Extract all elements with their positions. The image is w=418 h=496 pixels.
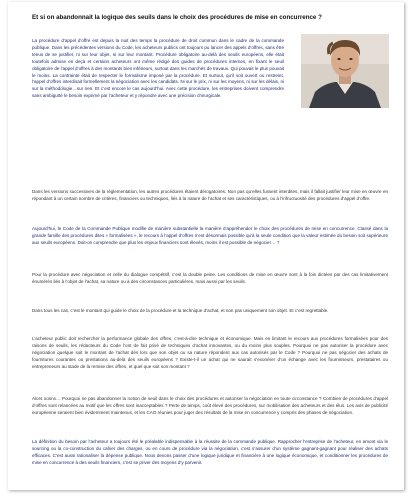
paragraph-6: L’acheteur public doit rechercher la performance globale des offres, c’est-à-dire technique et économique. Mais en limitant le recours aux procédures formalisées pour des raisons de seuils, les rédacteurs du Code l’ont de fait privé de techniques d’achat innovantes, ou du moins plus souples. Pourquoi ne pas autoriser la procédure avec négociation quelque soit le montant de l’achat dès lors que son objet ou sa nature répondent aux cas autorisés par le Code ? Pourquoi ne pas négocier des achats de fournitures courantes ou prestations au-delà des seuils européens ? Existe-t-il un achat qui ne saurait s’exonérer d’un échange avec les fournisseurs, prestataires ou entrepreneurs au stade de la remise des offres, et quel que soit son montant ? bbox=[32, 336, 388, 369]
article-page bbox=[8, 2, 404, 490]
paragraph-4: Pour la procédure avec négociation et celle du dialogue compétitif, c’est la double peine. Les conditions de mise en œuvre sont à la fois dictées par des cas limitativement énumérés liés à l’objet de l’achat, sa nature ou à des circonstances particulières, mais aussi par les seuils. bbox=[32, 272, 388, 284]
portrait-image bbox=[301, 34, 389, 108]
paragraph-7: Alors oosns… Pourquoi ne pas abandonner la notion de seuil dans le choix des procédures et autoriser la négociation en toute circonstance ? Combien de procédures d’appel d’offres sont relancées au motif que les offres sont inacceptables ? Perte de temps, coût élevé des procédures, sur mobilisation des acheteurs et des élus. Les avis de publicité européenne seraient bien évidemment maintenus, et les CAO réunies pour juger des résultats de la mise en concurrence y compris des phases de négociation. bbox=[32, 396, 388, 415]
paragraph-5: Dans tous les cas, c’est le montant qui guide le choix de la procédure et la technique d’achat, et non pas uniquement son objet. Et c’est regrettable. bbox=[32, 308, 329, 313]
article-title: Et si on abandonnait la logique des seuils dans le choix des procédures de mise en concurrence ? bbox=[32, 14, 322, 21]
paragraph-8: La définition du besoin par l’acheteur a toujours été le préalable indispensable à la réussite de la commande publique. Rapprocher l’entreprise de l’acheteur, en amont via le sourcing ou la co-construction du cahier des charges, ou en cours de procédure via la négociation, c’est s’assurer d’un système gagnant-gagnant pour réaliser des achats efficaces. C’est aussi rationaliser la dépense publique. Nous devons passer d’une logique juridique et financière à une logique économique, et conditionner les procédures de mise en concurrence à des seuils financiers, c’est se priver des moyens d’y parvenir. bbox=[32, 439, 388, 465]
author-photo bbox=[301, 34, 389, 108]
paragraph-2: Dans les versions successives de la réglementation, les autres procédures étaient dérogatoires. Non pas qu’elles fussent interdites, mais il fallait justifier leur mise en œuvre en répondant à un certain nombre de critères, financiers ou techniques, liés à la nature de l’achat et ses caractéristiques, ou à l’infructuosité des procédures d’appel d’offre. bbox=[32, 189, 388, 201]
paragraph-3: Aujourd’hui, le Code de la Commande Publique modifie de manière substantielle la manière d’appréhender le choix des procédures de mise en concurrence. Classé dans la grande famille des procédures dites « formalisées », le recours à l’appel d’offres n’est désormais possible qu’à la seule condition que la valeur estimée du besoin soit supérieure aux seuils européens. Doit-on comprendre que plus les enjeux financiers sont élevés, moins il est possible de négocier… ? bbox=[32, 226, 388, 245]
paragraph-1: La procédure d’appel d’offre est depuis la nuit des temps la procédure de droit commun dans le cadre de la commande publique. Dans les précédentes versions du Code, les acheteurs publics ont toujours pu lancer des appels d’offres, sans être tenus de se justifier, ni sur leur objet, ni sur leur montant. Procédure obligatoire au-delà des seuils européens, elle était toutefois admise en deçà et certains acheteurs ont même rédigé des guides de procédures internes, en fixant le seuil obligatoire de l’appel d’offres à des montants bien inférieurs, surtout dans les marchés de travaux. Qui pouvait le plus pouvait le moins. La contrainte était de respecter le formalisme imposé par la procédure. Et surtout, qu’il soit ouvert ou restreint, l’appel d’offres interdisait formellement la négociation avec les candidats. Ni sur le prix, ni sur les moyens, ni sur les délais, ni sur la méthodologie…sur rien. Et c’est encore le cas aujourd’hui. Avec cette procédure, les entreprises doivent comprendre sans ambiguïté le besoin exprimé par l’acheteur et y répondre avec une précision chirurgicale. bbox=[32, 38, 284, 99]
